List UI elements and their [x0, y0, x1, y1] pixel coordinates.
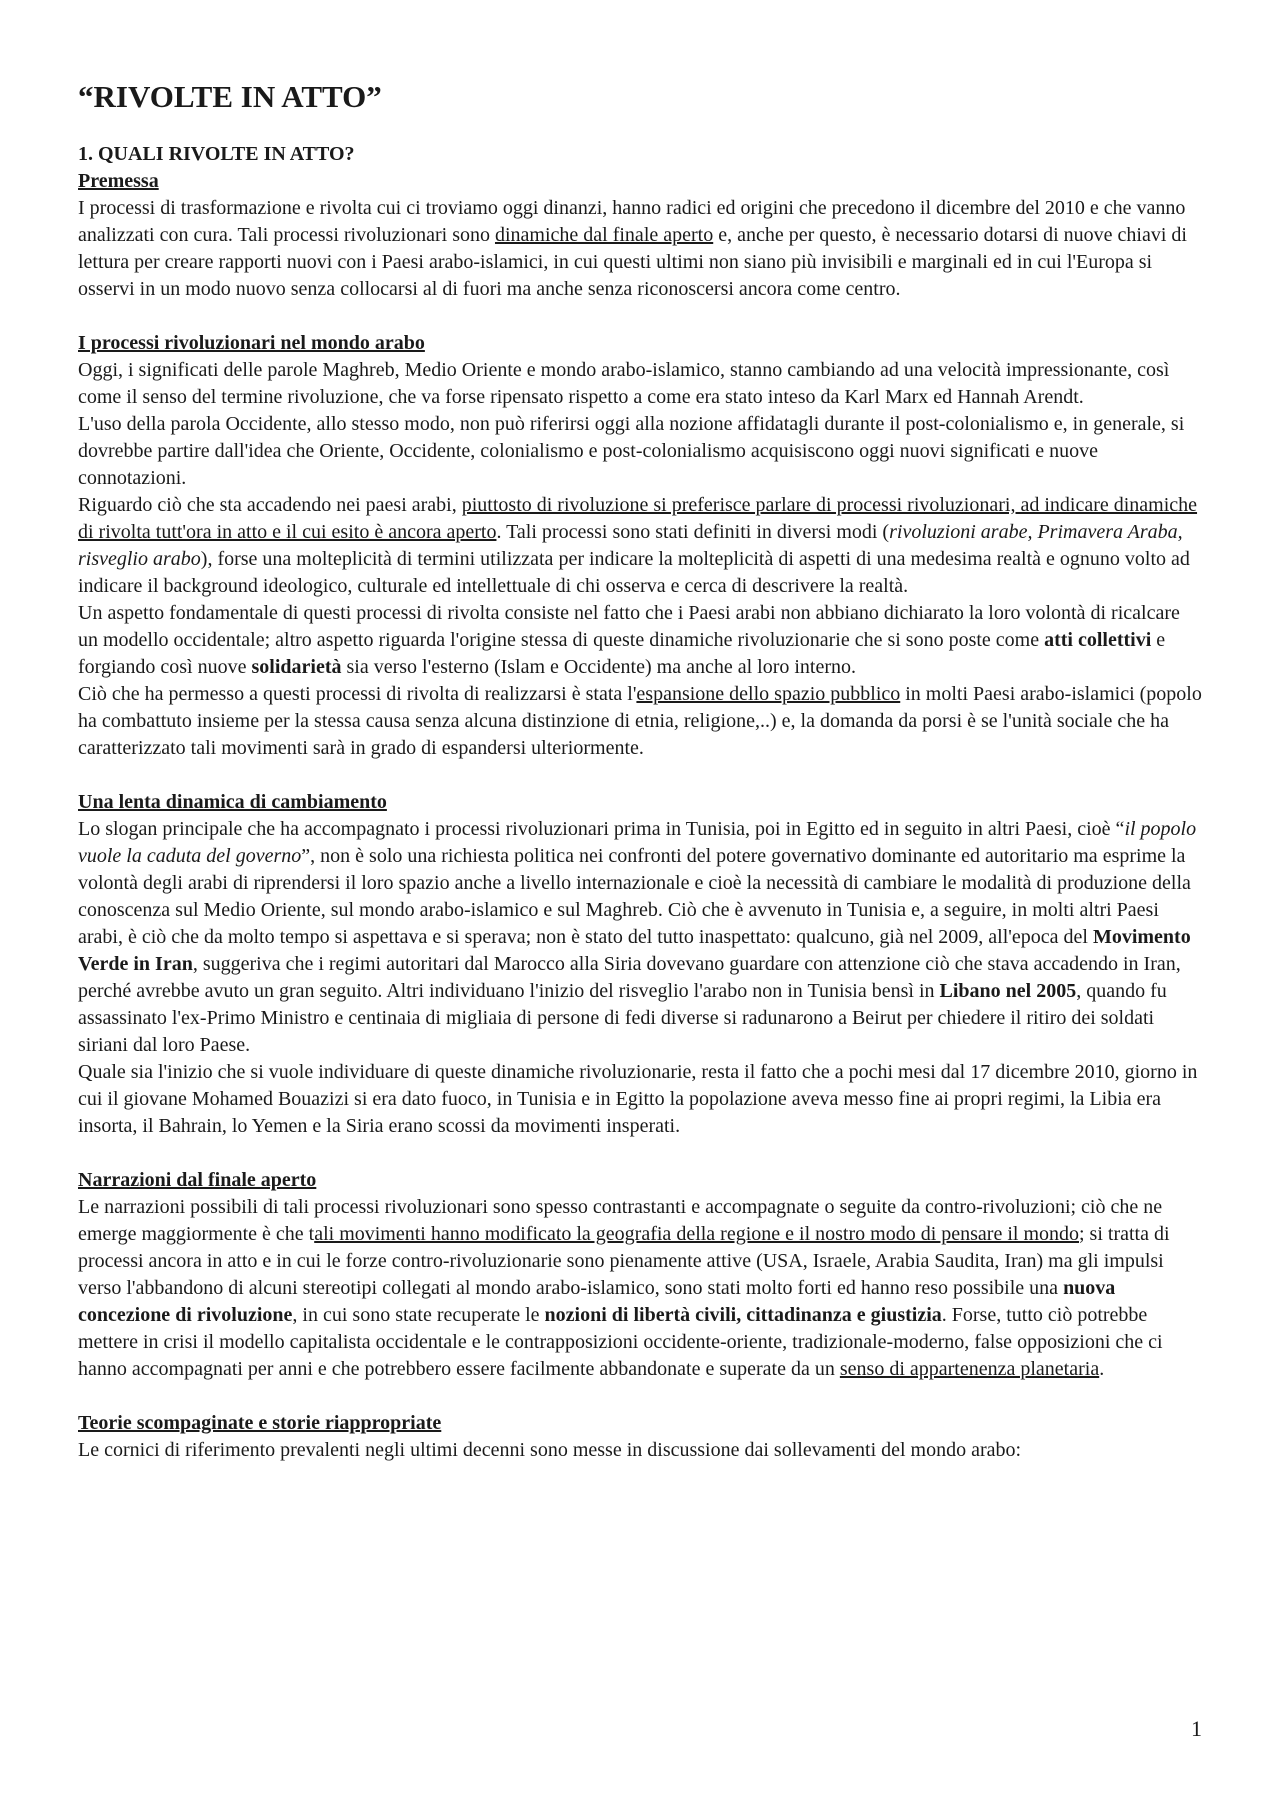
paragraph [78, 816, 1202, 1059]
text-run: e, anche per questo, è necessario dotarsi di nuove chiavi di lettura per creare rapporti nuovi con i Paesi arabo-islamici, in cui questi ultimi non siano più invisibili e marginali ed in cui l'Europa si osservi in un modo nuovo senza collocarsi al di fuori ma anche senza riconoscersi ancora come centro. [78, 224, 1187, 301]
underlined-text: espansione dello spazio pubblico [636, 683, 901, 706]
paragraph: Le cornici di riferimento prevalenti negli ultimi decenni sono messe in discussione dai sollevamenti del mondo arabo: [78, 1439, 1022, 1462]
paragraph: L'uso della parola Occidente, allo stesso modo, non può riferirsi oggi alla nozione affidatagli durante il post-colonialismo e, in generale, si dovrebbe partire dall'idea che Oriente, Occidente, colonialismo e post-colonialismo acquisiscono oggi nuovi significati e nuove connotazioni. [78, 413, 1185, 490]
document-page [78, 78, 1202, 1464]
page-number: 1 [1191, 1716, 1202, 1741]
text-run: ”, non è solo una richiesta politica nei confronti del potere governativo dominante ed autoritario ma esprime la volontà degli arabi di riprendersi il loro spazio anche a livello internazionale e cioè la necessità di cambiare le modalità di produzione della conoscenza sul Medio Oriente, sul mondo arabo-islamico e sul Maghreb. Ciò che è avvenuto in Tunisia e, a seguire, in molti altri Paesi arabi, è ciò che da molto tempo si aspettava e si sperava; non è stato del tutto inaspettato: qualcuno, già nel 2009, all'epoca del [78, 845, 1191, 949]
text-run: I processi di trasformazione e rivolta cui ci troviamo oggi dinanzi, hanno radici ed origini che precedono il dicembre del 2010 e che vanno analizzati con cura. Tali processi rivoluzionari sono [78, 197, 1186, 247]
bold-text: nuova concezione di rivoluzione [78, 1277, 1116, 1327]
paragraph: Oggi, i significati delle parole Maghreb, Medio Oriente e mondo arabo-islamico, stanno cambiando ad una velocità impressionante, così come il senso del termine rivoluzione, che va forse ripensato rispetto a come era stato inteso da Karl Marx ed Hannah Arendt. [78, 359, 1170, 409]
text-run: sia verso l'esterno (Islam e Occidente) ma anche al loro interno. [341, 656, 857, 679]
text-run: in molti Paesi arabo-islamici (popolo ha combattuto insieme per la stessa causa senza alcuna distinzione di etnia, religione,..) e, la domanda da porsi è se l'unità sociale che ha caratterizzato tali movimenti sarà in grado di espandersi ulteriormente. [78, 683, 1202, 760]
paragraph [78, 681, 1202, 762]
text-run: Ciò che ha permesso a questi processi di rivolta di realizzarsi è stata l' [78, 683, 637, 706]
bold-text: Libano nel 2005 [939, 980, 1077, 1003]
subheading-premessa: Premessa [78, 170, 159, 193]
text-run: ; si tratta di processi ancora in atto e in cui le forze contro-rivoluzionarie sono pienamente attive (USA, Israele, Arabia Saudita, Iran) ma gli impulsi verso l'abbandono di alcuni stereotipi collegati al mondo arabo-islamico, sono stati molto forti ed hanno reso possibile una [78, 1223, 1170, 1300]
paragraph [78, 195, 1202, 303]
paragraph [78, 1194, 1202, 1383]
text-run: Lo slogan principale che ha accompagnato i processi rivoluzionari prima in Tunisia, poi in Egitto ed in seguito in altri Paesi, cioè “ [78, 818, 1125, 841]
text-run: Riguardo ciò che sta accadendo nei paesi arabi, [78, 494, 462, 517]
underlined-text: ali movimenti hanno modificato la geografia della regione e il nostro modo di pensare il mondo [314, 1223, 1079, 1246]
subheading-processi: I processi rivoluzionari nel mondo arabo [78, 332, 425, 355]
text-run: . [1099, 1358, 1105, 1381]
subheading-narrazioni: Narrazioni dal finale aperto [78, 1169, 317, 1192]
bold-text: solidarietà [251, 656, 342, 679]
text-run: . Tali processi sono stati definiti in diversi modi ( [496, 521, 890, 544]
section-heading: 1. QUALI RIVOLTE IN ATTO? [78, 143, 355, 166]
text-run: Le narrazioni possibili di tali processi rivoluzionari sono spesso contrastanti e accompagnate o seguite da contro-rivoluzioni; ciò che ne emerge maggiormente è che t [78, 1196, 1163, 1246]
text-run: . Forse, tutto ciò potrebbe mettere in crisi il modello capitalista occidentale e le contrapposizioni occidente-oriente, tradizionale-moderno, false opposizioni che ci hanno accompagnati per anni e che potrebbero essere facilmente abbandonate e superate da un [78, 1304, 1163, 1381]
underlined-text: senso di appartenenza planetaria [839, 1358, 1100, 1381]
italic-text: il popolo vuole la caduta del governo [78, 818, 1197, 868]
text-run: e forgiando così nuove [78, 629, 1166, 679]
paragraph: Quale sia l'inizio che si vuole individuare di queste dinamiche rivoluzionarie, resta il fatto che a pochi mesi dal 17 dicembre 2010, giorno in cui il giovane Mohamed Bouazizi si era dato fuoco, in Tunisia e in Egitto la popolazione aveva messo fine ai propri regimi, la Libia era insorta, il Bahrain, lo Yemen e la Siria erano scossi da movimenti insperati. [78, 1061, 1198, 1138]
subheading-lenta-dinamica: Una lenta dinamica di cambiamento [78, 791, 387, 814]
text-run: , quando fu assassinato l'ex-Primo Ministro e centinaia di migliaia di persone di fedi diverse si radunarono a Beirut per chiedere il ritiro dei soldati siriani dal loro Paese. [78, 980, 1167, 1057]
underlined-text: dinamiche dal finale aperto [494, 224, 714, 247]
document-title: “RIVOLTE IN ATTO” [78, 79, 382, 114]
paragraph [78, 600, 1202, 681]
bold-text: Movimento Verde in Iran [78, 926, 1191, 976]
paragraph [78, 492, 1202, 600]
underlined-text: piuttosto di rivoluzione si preferisce parlare di processi rivoluzionari, ad indicare dinamiche di rivolta tutt'ora in atto e il cui esito è ancora aperto [78, 494, 1198, 544]
text-run: , suggeriva che i regimi autoritari dal Marocco alla Siria dovevano guardare con attenzione ciò che stava accadendo in Iran, perché avrebbe avuto un gran seguito. Altri individuano l'inizio del risveglio l'arabo non in Tunisia bensì in [78, 953, 1181, 1003]
italic-text: rivoluzioni arabe, Primavera Araba, risveglio arabo [78, 521, 1183, 571]
subheading-teorie: Teorie scompaginate e storie riappropriate [78, 1412, 442, 1435]
bold-text: nozioni di libertà civili, cittadinanza e giustizia [544, 1304, 942, 1327]
text-run: Un aspetto fondamentale di questi processi di rivolta consiste nel fatto che i Paesi arabi non abbiano dichiarato la loro volontà di ricalcare un modello occidentale; altro aspetto riguarda l'origine stessa di queste dinamiche rivoluzionarie che si sono poste come [78, 602, 1180, 652]
text-run: ), forse una molteplicità di termini utilizzata per indicare la molteplicità di aspetti di una medesima realtà e ognuno volto ad indicare il background ideologico, culturale ed intellettuale di chi osserva e cerca di descrivere la realtà. [78, 548, 1190, 598]
text-run: , in cui sono state recuperate le [292, 1304, 545, 1327]
bold-text: atti collettivi [1044, 629, 1152, 652]
